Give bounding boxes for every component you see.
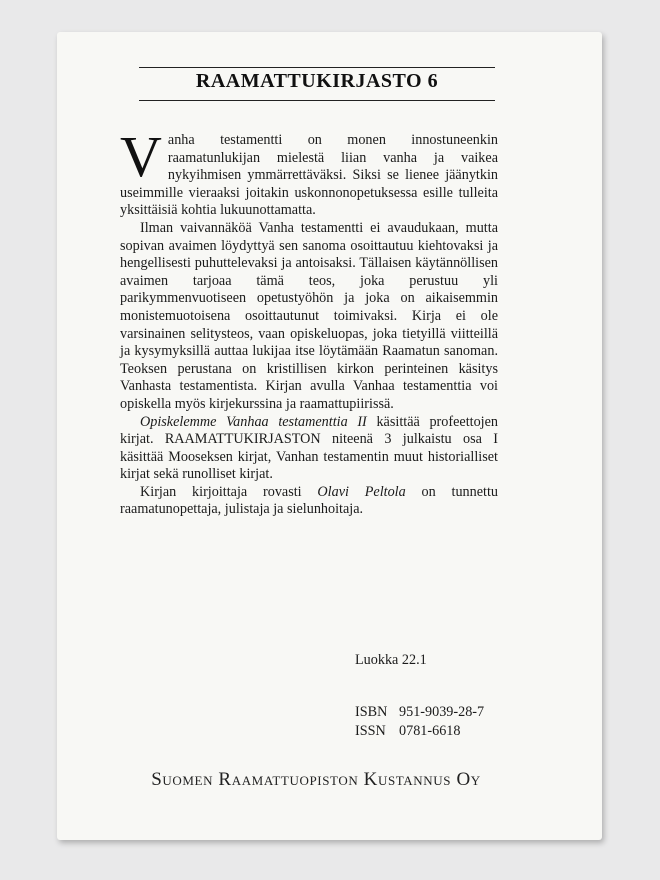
isbn-label: ISBN [355,704,388,720]
paragraph-4 [120,484,498,519]
title-rule-top [139,67,495,68]
paragraph-2: Ilman vaivannäköä Vanha testamentti ei avaudukaan, mutta sopivan avaimen löydyttyä sen sanoma osoittautuu kiehtovaksi ja hengellisesti puhuttelevaksi ja antoisaksi. Tällaisen käytännöllisen avaimen tarjoaa tämä teos, joka perustuu yli parikymmenvuotiseen opetustyöhön ja joka on aikaisemmin monistemuotoisena osoittautunut toimivaksi. Kirja ei ole varsinainen selitysteos, vaan opiskeluopas, joka tietyillä viitteillä ja kysymyksillä auttaa lukijaa itse löytämään Raamatun sanoman. Teoksen perustana on kristillisen kirkon perinteinen käsitys Vanhasta testamentista. Kirjan avulla Vanhaa testamenttia voi opiskella myös kirjekurssina ja raamattupiirissä. [120,219,498,412]
publisher-name: Suomen Raamattuopiston Kustannus Oy [151,769,481,790]
blurb-text [120,124,499,519]
series-title: RAAMATTUKIRJASTO 6 [195,70,439,92]
classification: Luokka 22.1 [355,652,427,668]
paragraph-3-text: käsittää profeettojen kirjat. RAAMATTUKIRJASTON niteenä 3 julkaistu osa I käsittää Mooseksen kirjat, Vanhan testamentin muut historialliset kirjat sekä runolliset kirjat. [120,413,499,483]
paragraph-1 [120,124,498,220]
isbn-value: 951-9039-28-7 [399,704,485,720]
issn-value: 0781-6618 [399,723,461,739]
author-name: Olavi Peltola [317,483,406,500]
issn-label: ISSN [355,723,386,739]
book-title-italic: Opiskelemme Vanhaa testamenttia II [140,413,367,430]
paragraph-3 [120,414,498,484]
paragraph-4-start: Kirjan kirjoittaja rovasti [140,483,318,500]
title-rule-bottom [139,100,495,101]
issn-row [355,722,484,741]
paragraph-4-end: on tunnettu raamatunopettaja, julistaja ja sielunhoitaja. [120,483,499,518]
paragraph-1-text: anha testamentti on monen innostuneenkin raamatunlukijan mielestä liian vanha ja vaikea nykyihmisen ymmärrettäväksi. Siksi se lienee jäänytkin useimmille vieraaksi joitakin uskonnonopetuksessa esille tulleita yksittäisiä kohtia lukuunottamatta. [120,132,498,219]
identifier-codes [355,703,484,741]
drop-cap: V [120,124,162,189]
isbn-row [355,703,484,722]
